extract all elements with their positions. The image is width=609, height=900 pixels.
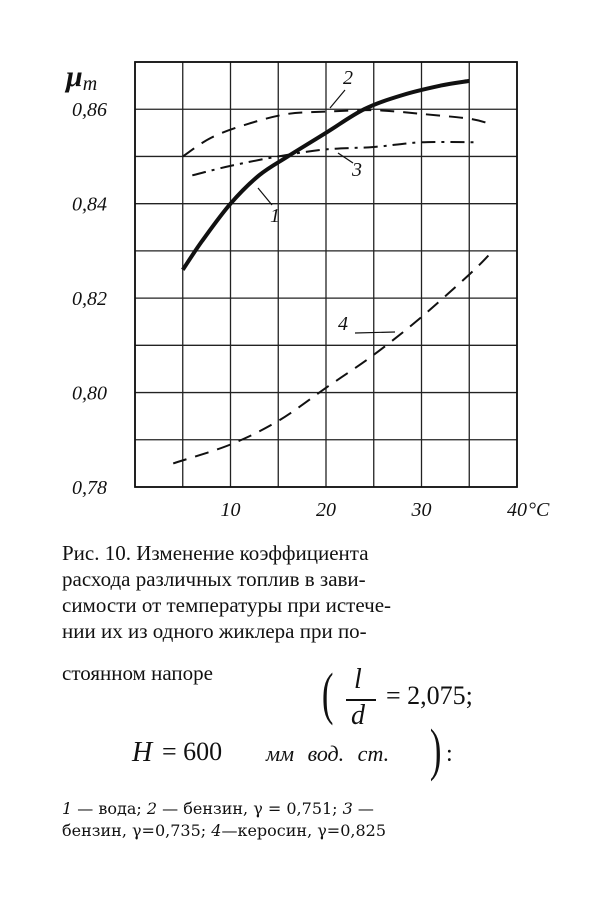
grid <box>135 62 517 487</box>
legend-num-1: 1 <box>62 799 73 818</box>
legend-text-3b: бензин, γ=0,735; <box>62 821 212 840</box>
series-group <box>173 81 488 464</box>
caption-line-2: расхода различных топлив в зави- <box>62 567 366 591</box>
legend-text-1: — вода; <box>72 799 147 818</box>
caption-line-1: Рис. 10. Изменение коэффициента <box>62 541 369 565</box>
tick-labels <box>72 99 527 521</box>
y-tick-label: 0,82 <box>72 288 107 311</box>
formula-paren-close: ) <box>429 717 442 782</box>
formula-h-units: мм вод. ст. <box>266 741 390 766</box>
y-tick-label: 0,86 <box>72 99 107 122</box>
legend-num-4: 4 <box>211 821 222 840</box>
series-leader-3 <box>338 153 353 163</box>
y-tick-label: 0,78 <box>72 477 107 499</box>
formula-paren-open: ( <box>321 661 334 726</box>
y-axis-label: μm <box>66 60 98 95</box>
formula-denominator: d <box>351 700 365 731</box>
x-tick-label: 40 <box>507 499 527 521</box>
series-label-3: 3 <box>352 159 362 181</box>
legend-line-2 <box>62 820 542 842</box>
series-label-2: 2 <box>343 67 353 89</box>
x-tick-label: 30 <box>411 499 432 521</box>
series-label-4: 4 <box>338 313 348 335</box>
caption-line-3: симости от температуры при истече- <box>62 593 392 617</box>
series-label-1: 1 <box>270 205 280 227</box>
formula-h-value: = 600 <box>162 737 223 766</box>
caption-line-4: нии их из одного жиклера при по- <box>62 619 367 643</box>
legend-num-3: 3 <box>342 799 353 818</box>
formula-h-end: : <box>446 741 453 767</box>
legend-num-2: 2 <box>146 799 158 818</box>
formula-value: = 2,075; <box>386 681 473 710</box>
x-axis-label: °C <box>528 499 550 521</box>
figure-caption <box>62 540 537 686</box>
y-tick-label: 0,84 <box>72 193 107 216</box>
legend-text-4: —керосин, γ=0,825 <box>221 821 387 840</box>
x-tick-label: 10 <box>220 499 241 521</box>
series-leader-2 <box>330 90 345 108</box>
legend <box>62 798 542 842</box>
legend-text-3: — <box>352 799 374 818</box>
x-tick-label: 20 <box>316 499 336 521</box>
series-leader-4 <box>355 332 395 333</box>
caption-line-5: стоянном напоре <box>62 661 213 685</box>
formula-h-var: H <box>132 737 153 768</box>
series-line-4 <box>173 256 488 464</box>
legend-text-2: — бензин, γ = 0,751; <box>157 799 343 818</box>
legend-line-1 <box>62 798 542 820</box>
series-line-3 <box>192 142 479 175</box>
y-tick-label: 0,80 <box>72 382 107 405</box>
series-leader-1 <box>258 188 272 205</box>
formula-numerator: l <box>354 664 362 695</box>
